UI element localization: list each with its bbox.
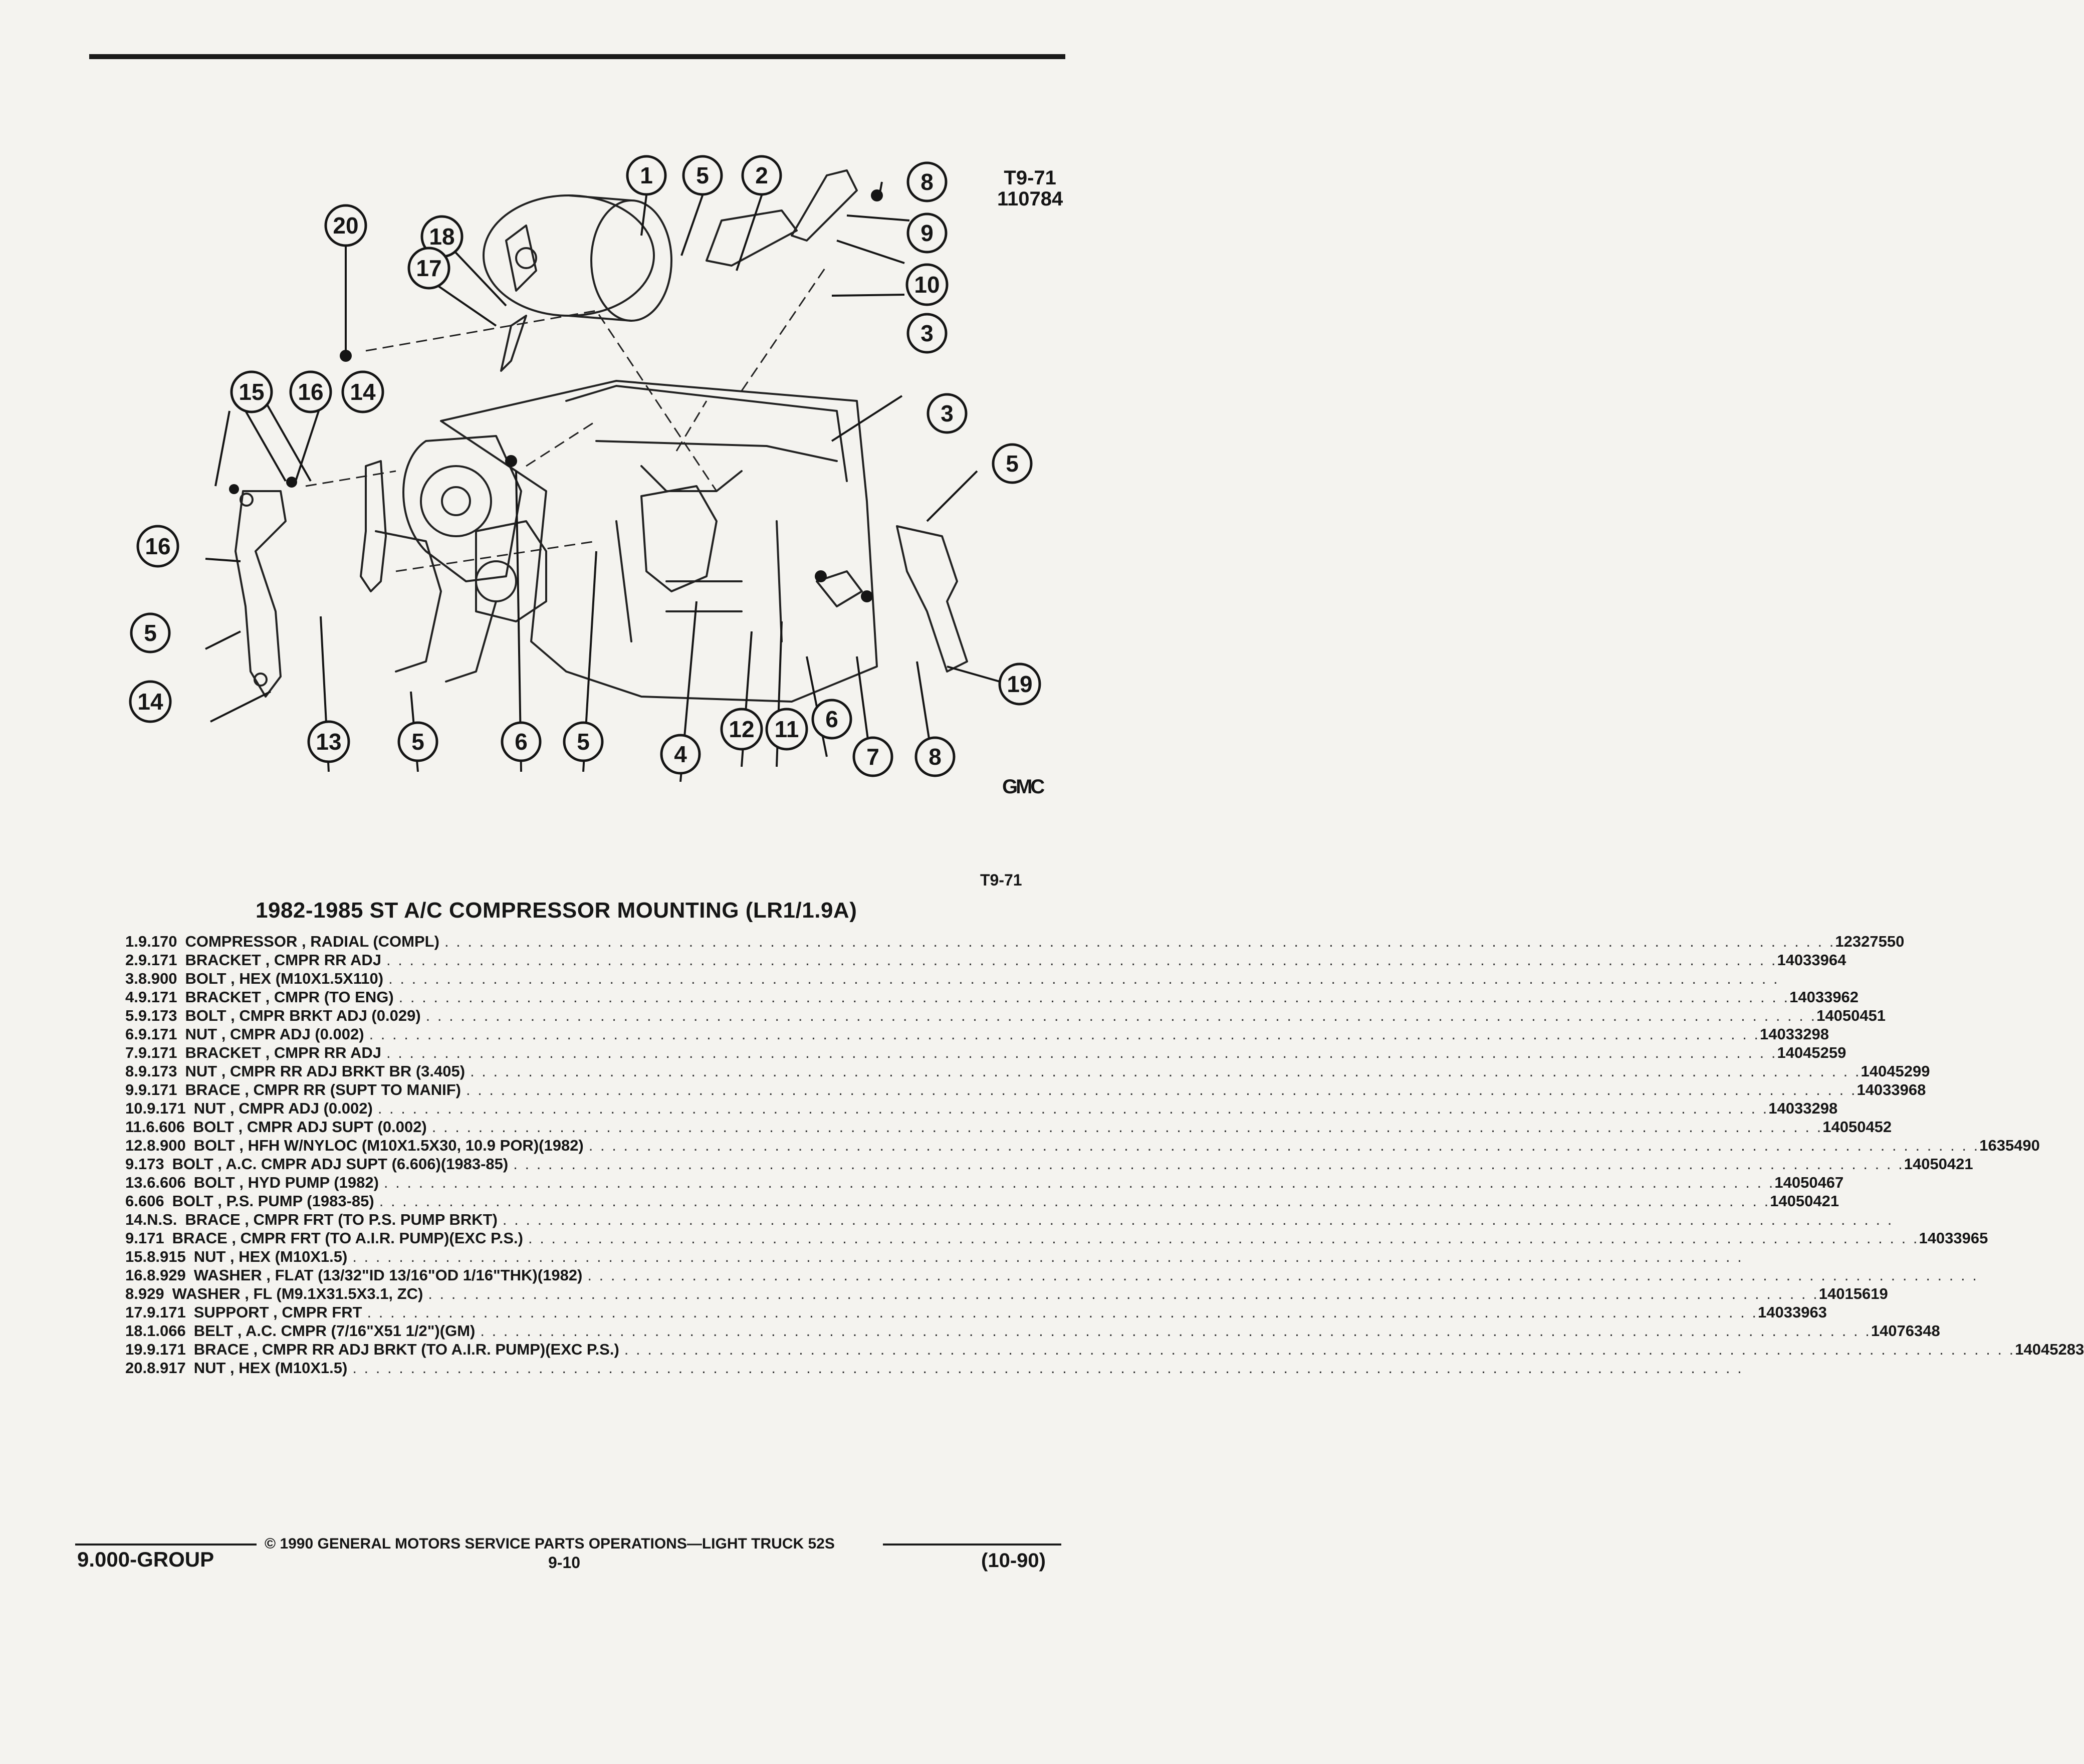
part-number: 14050452 xyxy=(1822,1118,1892,1136)
leader-dots: . . . . . . . . . . . . . . . . . . . . . . . . . . . . . . . . . . . . . . . . . . . . . . . . . . . . . . . . . . . . . . . . . . . . . . . . . . . . . . . . . . . . . . . . . . . . . . . . . . . . . . . . . . . . . . . . . . . . . . . . xyxy=(428,1285,1819,1302)
top-rule xyxy=(89,54,1065,59)
description-cell xyxy=(185,1043,1777,1062)
description-cell xyxy=(194,1136,1980,1155)
group-number: 9.171 xyxy=(138,1044,177,1061)
part-number: 14015619 xyxy=(1818,1285,1888,1302)
group-number: 9.171 xyxy=(138,1081,177,1098)
callout-5c xyxy=(131,614,169,652)
part-number: 14050421 xyxy=(1770,1192,1839,1210)
svg-text:12: 12 xyxy=(729,716,755,742)
leader-dashes xyxy=(306,266,827,571)
leader-dots: . . . . . . . . . . . . . . . . . . . . . . . . . . . . . . . . . . . . . . . . . . . . . . . . . . . . . . . . . . . . . . . . . . . . . . . . . . . . . . . . . . . . . . . . . . . . . . . . . . . . . . . . . . . . . . . . . . . . . . . . xyxy=(388,970,1779,987)
part-description: BELT , A.C. CMPR (7/16"X51 1/2")(GM) xyxy=(193,1322,476,1340)
table-row xyxy=(125,1359,1743,1377)
table-row xyxy=(125,1080,1926,1099)
description-cell xyxy=(194,1321,1871,1340)
group-number: 9.173 xyxy=(138,1007,177,1024)
svg-text:13: 13 xyxy=(316,729,342,755)
svg-text:1: 1 xyxy=(640,162,653,188)
table-row xyxy=(125,1173,1844,1192)
diagram-svg xyxy=(115,140,1117,822)
table-row xyxy=(125,1321,1940,1340)
gmc-logo: GMC xyxy=(1002,776,1043,798)
item-number: 17. xyxy=(125,1303,147,1321)
part-number: 14033965 xyxy=(1919,1229,1988,1247)
part-number: 14033964 xyxy=(1777,951,1846,969)
part-number: 14033968 xyxy=(1857,1081,1926,1098)
callout-16 xyxy=(291,372,331,412)
callout-17 xyxy=(409,248,449,288)
item-number: 1. xyxy=(125,933,138,950)
part-description: WASHER , FL (M9.1X31.5X3.1, ZC) xyxy=(172,1285,423,1302)
description-cell xyxy=(194,1340,2015,1359)
part-description: COMPRESSOR , RADIAL (COMPL) xyxy=(185,933,439,950)
callout-7 xyxy=(854,738,892,776)
svg-text:3: 3 xyxy=(920,320,934,346)
svg-text:10: 10 xyxy=(914,272,940,298)
table-row xyxy=(125,1340,2084,1359)
table-row xyxy=(125,1006,1886,1025)
callout-20 xyxy=(326,205,366,246)
svg-text:2: 2 xyxy=(755,162,768,188)
footer-copyright: © 1990 GENERAL MOTORS SERVICE PARTS OPERATIONS—LIGHT TRUCK 52S xyxy=(265,1535,835,1552)
item-number: 16. xyxy=(125,1266,147,1284)
leader-dots: . . . . . . . . . . . . . . . . . . . . . . . . . . . . . . . . . . . . . . . . . . . . . . . . . . . . . . . . . . . . . . . . . . . . . . . . . . . . . . . . . . . . . . . . . . . . . . . . . . . . . . . . . . . . . . . . . . . . . . . . xyxy=(352,1248,1743,1265)
svg-text:9: 9 xyxy=(920,220,934,246)
table-row xyxy=(125,1155,1973,1173)
part-description: BRACKET , CMPR (TO ENG) xyxy=(185,988,394,1006)
part-description: NUT , HEX (M10X1.5) xyxy=(193,1248,348,1265)
group-number: 9.173 xyxy=(138,1062,177,1080)
footer-group: 9.000-GROUP xyxy=(77,1548,214,1571)
description-cell xyxy=(185,1025,1760,1043)
callout-4 xyxy=(661,735,700,773)
group-number: 6.606 xyxy=(147,1174,186,1191)
table-row xyxy=(125,1192,1839,1210)
part-description: BRACE , CMPR FRT (TO P.S. PUMP BRKT) xyxy=(185,1211,498,1228)
part-number: 14033963 xyxy=(1758,1303,1827,1321)
item-number: 20. xyxy=(125,1359,147,1377)
group-number: 9.171 xyxy=(138,1025,177,1043)
description-cell xyxy=(194,1359,1743,1377)
description-cell xyxy=(194,1173,1775,1192)
description-cell xyxy=(193,1118,1822,1136)
svg-text:5: 5 xyxy=(1006,451,1019,477)
callout-16b xyxy=(138,526,178,566)
section-title: 1982-1985 ST A/C COMPRESSOR MOUNTING (LR1/1.9A) xyxy=(256,898,857,923)
part-description: BRACE , CMPR FRT (TO A.I.R. PUMP)(EXC P.S.) xyxy=(172,1229,523,1247)
table-row xyxy=(125,1118,1892,1136)
part-description: NUT , CMPR RR ADJ BRKT BR (3.405) xyxy=(185,1062,466,1080)
callout-3 xyxy=(908,314,946,352)
leader-dots: . . . . . . . . . . . . . . . . . . . . . . . . . . . . . . . . . . . . . . . . . . . . . . . . . . . . . . . . . . . . . . . . . . . . . . . . . . . . . . . . . . . . . . . . . . . . . . . . . . . . . . . . . . . . . . . . . . . . . . . . xyxy=(528,1229,1919,1247)
table-row xyxy=(125,1247,1743,1266)
item-number: 10. xyxy=(125,1099,147,1117)
callout-5 xyxy=(683,156,722,194)
svg-text:8: 8 xyxy=(920,169,934,195)
leader-dots: . . . . . . . . . . . . . . . . . . . . . . . . . . . . . . . . . . . . . . . . . . . . . . . . . . . . . . . . . . . . . . . . . . . . . . . . . . . . . . . . . . . . . . . . . . . . . . . . . . . . . . . . . . . . . . . . . . . . . . . . xyxy=(367,1303,1758,1321)
description-cell xyxy=(172,1229,1919,1247)
description-cell xyxy=(185,1006,1816,1025)
leader-lines xyxy=(205,182,1000,782)
item-number: 7. xyxy=(125,1044,138,1061)
callout-6b xyxy=(813,700,851,738)
parts-list xyxy=(125,932,2084,1377)
callout-3b xyxy=(928,394,966,432)
part-number: 14045259 xyxy=(1777,1044,1846,1061)
group-number: 8.915 xyxy=(147,1248,186,1265)
table-row xyxy=(125,1266,1978,1284)
callout-19 xyxy=(1000,664,1040,704)
callout-5d xyxy=(399,723,437,761)
item-number: 2. xyxy=(125,951,138,969)
leader-dots: . . . . . . . . . . . . . . . . . . . . . . . . . . . . . . . . . . . . . . . . . . . . . . . . . . . . . . . . . . . . . . . . . . . . . . . . . . . . . . . . . . . . . . . . . . . . . . . . . . . . . . . . . . . . . . . . . . . . . . . . xyxy=(425,1007,1817,1024)
leader-dots: . . . . . . . . . . . . . . . . . . . . . . . . . . . . . . . . . . . . . . . . . . . . . . . . . . . . . . . . . . . . . . . . . . . . . . . . . . . . . . . . . . . . . . . . . . . . . . . . . . . . . . . . . . . . . . . . . . . . . . . . xyxy=(470,1062,1861,1080)
svg-text:16: 16 xyxy=(145,533,171,559)
description-cell xyxy=(194,1266,1978,1284)
leader-dots: . . . . . . . . . . . . . . . . . . . . . . . . . . . . . . . . . . . . . . . . . . . . . . . . . . . . . . . . . . . . . . . . . . . . . . . . . . . . . . . . . . . . . . . . . . . . . . . . . . . . . . . . . . . . . . . . . . . . . . . . xyxy=(352,1359,1743,1377)
part-description: BOLT , P.S. PUMP (1983-85) xyxy=(172,1192,374,1210)
exploded-diagram xyxy=(115,140,1117,822)
description-cell xyxy=(185,988,1789,1006)
item-number: 3. xyxy=(125,970,138,987)
group-number: 9.171 xyxy=(138,988,177,1006)
part-number: 14050467 xyxy=(1774,1174,1844,1191)
item-number: 13. xyxy=(125,1174,147,1191)
group-number: 9.171 xyxy=(147,1341,186,1358)
description-cell xyxy=(185,1080,1857,1099)
table-row xyxy=(125,1284,1888,1303)
footer-rule-left xyxy=(75,1544,257,1546)
item-number: 8. xyxy=(125,1062,138,1080)
leader-dots: . . . . . . . . . . . . . . . . . . . . . . . . . . . . . . . . . . . . . . . . . . . . . . . . . . . . . . . . . . . . . . . . . . . . . . . . . . . . . . . . . . . . . . . . . . . . . . . . . . . . . . . . . . . . . . . . . . . . . . . . xyxy=(513,1155,1904,1173)
part-number: 14033298 xyxy=(1768,1099,1838,1117)
table-row xyxy=(125,1043,1846,1062)
callout-6 xyxy=(502,723,540,761)
group-number: N.S. xyxy=(147,1211,177,1228)
svg-text:14: 14 xyxy=(350,379,376,405)
footer-rule-right xyxy=(883,1544,1061,1546)
item-number: 12. xyxy=(125,1137,147,1154)
item-number: 9. xyxy=(125,1081,138,1098)
item-number: 5. xyxy=(125,1007,138,1024)
part-description: BRACKET , CMPR RR ADJ xyxy=(185,951,381,969)
table-row xyxy=(125,1099,1838,1118)
callout-14b xyxy=(130,682,170,722)
part-description: BOLT , HFH W/NYLOC (M10X1.5X30, 10.9 POR)(1982) xyxy=(193,1137,584,1154)
part-number: 14050421 xyxy=(1904,1155,1973,1173)
part-description: WASHER , FLAT (13/32"ID 13/16"OD 1/16"THK)(1982) xyxy=(193,1266,583,1284)
part-description: BOLT , HEX (M10X1.5X110) xyxy=(185,970,384,987)
part-number: 14033962 xyxy=(1789,988,1859,1006)
part-number: 12327550 xyxy=(1835,933,1905,950)
part-description: BOLT , CMPR ADJ SUPT (0.002) xyxy=(192,1118,427,1136)
callout-5b xyxy=(993,445,1031,483)
svg-text:16: 16 xyxy=(298,379,324,405)
leader-dots: . . . . . . . . . . . . . . . . . . . . . . . . . . . . . . . . . . . . . . . . . . . . . . . . . . . . . . . . . . . . . . . . . . . . . . . . . . . . . . . . . . . . . . . . . . . . . . . . . . . . . . . . . . . . . . . . . . . . . . . . xyxy=(480,1322,1871,1340)
svg-text:5: 5 xyxy=(411,729,424,755)
svg-text:11: 11 xyxy=(774,716,799,742)
description-cell xyxy=(185,969,1779,988)
part-description: SUPPORT , CMPR FRT xyxy=(193,1303,362,1321)
leader-dots: . . . . . . . . . . . . . . . . . . . . . . . . . . . . . . . . . . . . . . . . . . . . . . . . . . . . . . . . . . . . . . . . . . . . . . . . . . . . . . . . . . . . . . . . . . . . . . . . . . . . . . . . . . . . . . . . . . . . . . . . xyxy=(377,1099,1769,1117)
callout-12 xyxy=(722,709,762,749)
part-description: NUT , CMPR ADJ (0.002) xyxy=(185,1025,364,1043)
table-row xyxy=(125,969,1779,988)
leader-dots: . . . . . . . . . . . . . . . . . . . . . . . . . . . . . . . . . . . . . . . . . . . . . . . . . . . . . . . . . . . . . . . . . . . . . . . . . . . . . . . . . . . . . . . . . . . . . . . . . . . . . . . . . . . . . . . . . . . . . . . . xyxy=(444,933,1835,950)
svg-text:20: 20 xyxy=(333,212,359,239)
description-cell xyxy=(185,951,1777,969)
svg-text:8: 8 xyxy=(929,744,942,770)
group-number: 9.173 xyxy=(125,1155,164,1173)
callout-10 xyxy=(907,265,947,305)
group-number: 9.171 xyxy=(125,1229,164,1247)
table-row xyxy=(125,1136,2040,1155)
svg-text:15: 15 xyxy=(239,379,265,405)
item-number: 15. xyxy=(125,1248,147,1265)
callout-2 xyxy=(743,156,781,194)
part-description: BRACE , CMPR RR (SUPT TO MANIF) xyxy=(185,1081,461,1098)
leader-dots: . . . . . . . . . . . . . . . . . . . . . . . . . . . . . . . . . . . . . . . . . . . . . . . . . . . . . . . . . . . . . . . . . . . . . . . . . . . . . . . . . . . . . . . . . . . . . . . . . . . . . . . . . . . . . . . . . . . . . . . . xyxy=(398,988,1790,1006)
footer-date: (10-90) xyxy=(981,1550,1046,1572)
item-number: 18. xyxy=(125,1322,147,1340)
table-row xyxy=(125,1062,1930,1080)
table-row xyxy=(125,1229,1988,1247)
part-number: 14076348 xyxy=(1871,1322,1940,1340)
callout-13 xyxy=(309,722,349,762)
group-number: 9.171 xyxy=(147,1303,186,1321)
table-row xyxy=(125,1303,1827,1321)
table-row xyxy=(125,1210,1894,1229)
svg-text:4: 4 xyxy=(674,741,687,767)
description-cell xyxy=(194,1247,1743,1266)
group-number: 9.171 xyxy=(147,1099,186,1117)
svg-text:5: 5 xyxy=(577,729,590,755)
part-description: BOLT , CMPR BRKT ADJ (0.029) xyxy=(185,1007,421,1024)
table-row xyxy=(125,1025,1829,1043)
leader-dots: . . . . . . . . . . . . . . . . . . . . . . . . . . . . . . . . . . . . . . . . . . . . . . . . . . . . . . . . . . . . . . . . . . . . . . . . . . . . . . . . . . . . . . . . . . . . . . . . . . . . . . . . . . . . . . . . . . . . . . . . xyxy=(369,1025,1760,1043)
description-cell xyxy=(172,1284,1819,1303)
item-number: 11. xyxy=(125,1118,146,1136)
group-number: 9.170 xyxy=(138,933,177,950)
group-number: 8.900 xyxy=(147,1137,186,1154)
leader-dots: . . . . . . . . . . . . . . . . . . . . . . . . . . . . . . . . . . . . . . . . . . . . . . . . . . . . . . . . . . . . . . . . . . . . . . . . . . . . . . . . . . . . . . . . . . . . . . . . . . . . . . . . . . . . . . . . . . . . . . . . xyxy=(383,1174,1775,1191)
svg-text:5: 5 xyxy=(144,620,157,646)
item-number: 4. xyxy=(125,988,138,1006)
callout-14 xyxy=(343,372,383,412)
callout-8 xyxy=(908,163,946,201)
callout-9 xyxy=(908,214,946,252)
svg-text:5: 5 xyxy=(696,162,709,188)
svg-text:3: 3 xyxy=(941,400,954,426)
footer-page-number: 9-10 xyxy=(548,1554,581,1572)
part-description: BRACE , CMPR RR ADJ BRKT (TO A.I.R. PUMP)(EXC P.S.) xyxy=(193,1341,619,1358)
svg-text:6: 6 xyxy=(515,729,528,755)
description-cell xyxy=(185,1062,1861,1080)
callout-11 xyxy=(767,709,807,749)
description-cell xyxy=(185,932,1835,951)
part-description: BRACKET , CMPR RR ADJ xyxy=(185,1044,381,1061)
callout-5e xyxy=(564,723,602,761)
item-number: 14. xyxy=(125,1211,147,1228)
leader-dots: . . . . . . . . . . . . . . . . . . . . . . . . . . . . . . . . . . . . . . . . . . . . . . . . . . . . . . . . . . . . . . . . . . . . . . . . . . . . . . . . . . . . . . . . . . . . . . . . . . . . . . . . . . . . . . . . . . . . . . . . xyxy=(587,1266,1978,1284)
group-number: 6.606 xyxy=(125,1192,164,1210)
description-cell xyxy=(172,1192,1770,1210)
description-cell xyxy=(185,1210,1893,1229)
svg-text:18: 18 xyxy=(429,224,455,250)
callout-15 xyxy=(231,372,272,412)
leader-dots: . . . . . . . . . . . . . . . . . . . . . . . . . . . . . . . . . . . . . . . . . . . . . . . . . . . . . . . . . . . . . . . . . . . . . . . . . . . . . . . . . . . . . . . . . . . . . . . . . . . . . . . . . . . . . . . . . . . . . . . . xyxy=(431,1118,1823,1136)
item-number: 6. xyxy=(125,1025,138,1043)
figure-code-label: T9-71 xyxy=(1004,167,1056,189)
part-number: 14033298 xyxy=(1760,1025,1829,1043)
group-number: 1.066 xyxy=(147,1322,186,1340)
description-cell xyxy=(194,1303,1758,1321)
table-row xyxy=(125,932,1905,951)
leader-dots: . . . . . . . . . . . . . . . . . . . . . . . . . . . . . . . . . . . . . . . . . . . . . . . . . . . . . . . . . . . . . . . . . . . . . . . . . . . . . . . . . . . . . . . . . . . . . . . . . . . . . . . . . . . . . . . . . . . . . . . . xyxy=(624,1341,2015,1358)
part-description: BOLT , A.C. CMPR ADJ SUPT (6.606)(1983-85) xyxy=(172,1155,509,1173)
part-number: 14050451 xyxy=(1816,1007,1886,1024)
part-description: NUT , CMPR ADJ (0.002) xyxy=(193,1099,373,1117)
group-number: 8.900 xyxy=(138,970,177,987)
svg-text:7: 7 xyxy=(866,744,879,770)
group-number: 9.171 xyxy=(138,951,177,969)
part-number: 1635490 xyxy=(1979,1137,2040,1154)
part-number: 14045299 xyxy=(1861,1062,1930,1080)
part-description: BOLT , HYD PUMP (1982) xyxy=(193,1174,379,1191)
table-row xyxy=(125,988,1859,1006)
description-cell xyxy=(172,1155,1904,1173)
svg-text:17: 17 xyxy=(416,255,442,281)
callout-8b xyxy=(916,738,954,776)
group-number: 8.929 xyxy=(125,1285,164,1302)
description-cell xyxy=(194,1099,1769,1118)
figure-number: 110784 xyxy=(997,188,1063,210)
svg-text:14: 14 xyxy=(137,689,163,715)
item-number: 19. xyxy=(125,1341,147,1358)
group-number: 8.917 xyxy=(147,1359,186,1377)
leader-dots: . . . . . . . . . . . . . . . . . . . . . . . . . . . . . . . . . . . . . . . . . . . . . . . . . . . . . . . . . . . . . . . . . . . . . . . . . . . . . . . . . . . . . . . . . . . . . . . . . . . . . . . . . . . . . . . . . . . . . . . . xyxy=(588,1137,1980,1154)
svg-text:19: 19 xyxy=(1007,671,1033,697)
figure-reference: T9-71 xyxy=(980,871,1022,889)
leader-dots: . . . . . . . . . . . . . . . . . . . . . . . . . . . . . . . . . . . . . . . . . . . . . . . . . . . . . . . . . . . . . . . . . . . . . . . . . . . . . . . . . . . . . . . . . . . . . . . . . . . . . . . . . . . . . . . . . . . . . . . . xyxy=(386,951,1777,969)
leader-dots: . . . . . . . . . . . . . . . . . . . . . . . . . . . . . . . . . . . . . . . . . . . . . . . . . . . . . . . . . . . . . . . . . . . . . . . . . . . . . . . . . . . . . . . . . . . . . . . . . . . . . . . . . . . . . . . . . . . . . . . . xyxy=(466,1081,1857,1098)
svg-text:6: 6 xyxy=(825,706,838,732)
group-number: 6.606 xyxy=(146,1118,185,1136)
leader-dots: . . . . . . . . . . . . . . . . . . . . . . . . . . . . . . . . . . . . . . . . . . . . . . . . . . . . . . . . . . . . . . . . . . . . . . . . . . . . . . . . . . . . . . . . . . . . . . . . . . . . . . . . . . . . . . . . . . . . . . . . xyxy=(386,1044,1777,1061)
part-description: NUT , HEX (M10X1.5) xyxy=(193,1359,348,1377)
callout-1 xyxy=(627,156,665,194)
table-row xyxy=(125,951,1846,969)
leader-dots: . . . . . . . . . . . . . . . . . . . . . . . . . . . . . . . . . . . . . . . . . . . . . . . . . . . . . . . . . . . . . . . . . . . . . . . . . . . . . . . . . . . . . . . . . . . . . . . . . . . . . . . . . . . . . . . . . . . . . . . . xyxy=(502,1211,1894,1228)
group-number: 8.929 xyxy=(147,1266,186,1284)
part-number: 14045283 xyxy=(2015,1341,2084,1358)
leader-dots: . . . . . . . . . . . . . . . . . . . . . . . . . . . . . . . . . . . . . . . . . . . . . . . . . . . . . . . . . . . . . . . . . . . . . . . . . . . . . . . . . . . . . . . . . . . . . . . . . . . . . . . . . . . . . . . . . . . . . . . . xyxy=(379,1192,1770,1210)
